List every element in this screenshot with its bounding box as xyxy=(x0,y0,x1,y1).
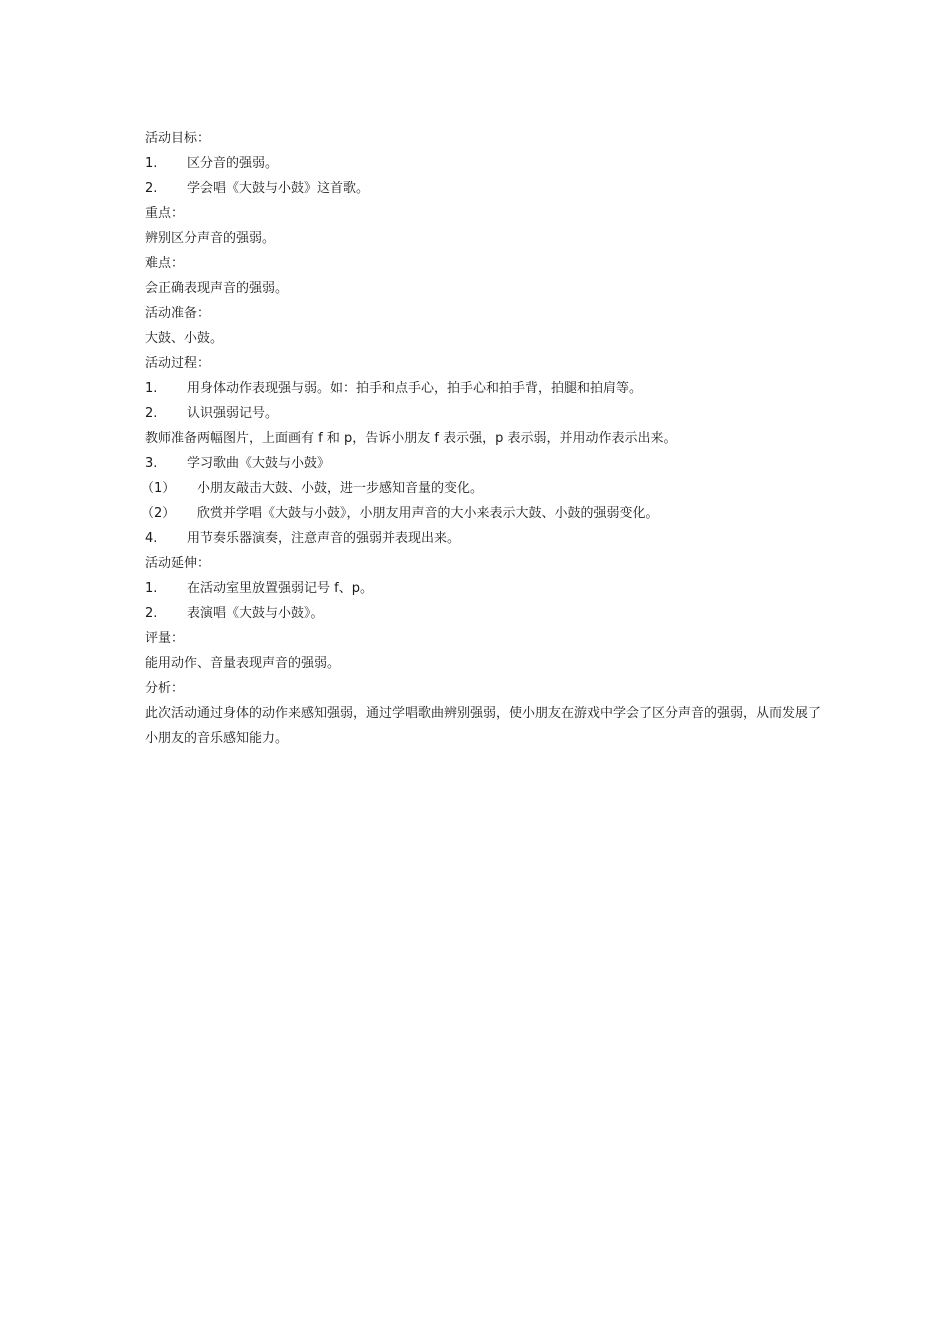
difficulty-heading: 难点： xyxy=(145,256,185,271)
key-text: 辨别区分声音的强弱。 xyxy=(145,231,276,246)
process-text: 学习歌曲《大鼓与小鼓》 xyxy=(187,456,331,471)
process-sub-number: （1） xyxy=(141,481,176,496)
extension-text: 表演唱《大鼓与小鼓》。 xyxy=(187,606,324,621)
process-number: 2. xyxy=(145,406,158,421)
extension-item-2 xyxy=(145,601,825,626)
extension-text: 在活动室里放置强弱记号 f、p。 xyxy=(187,581,373,596)
extension-item-1 xyxy=(145,576,825,601)
difficulty-text: 会正确表现声音的强弱。 xyxy=(145,281,289,296)
goal-text: 区分音的强弱。 xyxy=(187,156,279,171)
goal-number: 1. xyxy=(145,156,158,171)
analysis-text: 此次活动通过身体的动作来感知强弱，通过学唱歌曲辨别强弱，使小朋友在游戏中学会了区分声音的强弱，从而发展了小朋友的音乐感知能力。 xyxy=(145,706,822,746)
goal-number: 2. xyxy=(145,181,158,196)
process-item-2 xyxy=(145,401,825,426)
eval-text: 能用动作、音量表现声音的强弱。 xyxy=(145,656,341,671)
analysis-heading: 分析： xyxy=(145,681,185,696)
extension-number: 2. xyxy=(145,606,158,621)
process-note: 教师准备两幅图片，上面画有 f 和 p，告诉小朋友 f 表示强，p 表示弱，并用动作表示出来。 xyxy=(145,431,677,446)
process-sub-item-2 xyxy=(141,501,825,526)
process-sub-item-1 xyxy=(141,476,825,501)
prep-heading: 活动准备： xyxy=(145,306,211,321)
extension-heading: 活动延伸： xyxy=(145,556,211,571)
goal-item-1 xyxy=(145,151,825,176)
process-text: 认识强弱记号。 xyxy=(187,406,279,421)
process-text: 用身体动作表现强与弱。如：拍手和点手心，拍手心和拍手背，拍腿和拍肩等。 xyxy=(187,381,643,396)
process-number: 4. xyxy=(145,531,158,546)
process-sub-text: 小朋友敲击大鼓、小鼓，进一步感知音量的变化。 xyxy=(197,481,484,496)
key-heading: 重点： xyxy=(145,206,185,221)
process-heading: 活动过程： xyxy=(145,356,211,371)
prep-text: 大鼓、小鼓。 xyxy=(145,331,224,346)
process-sub-number: （2） xyxy=(141,506,176,521)
goals-heading: 活动目标： xyxy=(145,131,211,146)
process-number: 1. xyxy=(145,381,158,396)
document-body xyxy=(141,126,825,751)
extension-number: 1. xyxy=(145,581,158,596)
eval-heading: 评量： xyxy=(145,631,185,646)
process-item-3 xyxy=(145,451,825,476)
goal-item-2 xyxy=(145,176,825,201)
process-number: 3. xyxy=(145,456,158,471)
process-text: 用节奏乐器演奏，注意声音的强弱并表现出来。 xyxy=(187,531,461,546)
process-item-4 xyxy=(145,526,825,551)
process-item-1 xyxy=(145,376,825,401)
goal-text: 学会唱《大鼓与小鼓》这首歌。 xyxy=(187,181,370,196)
process-sub-text: 欣赏并学唱《大鼓与小鼓》，小朋友用声音的大小来表示大鼓、小鼓的强弱变化。 xyxy=(197,506,659,521)
